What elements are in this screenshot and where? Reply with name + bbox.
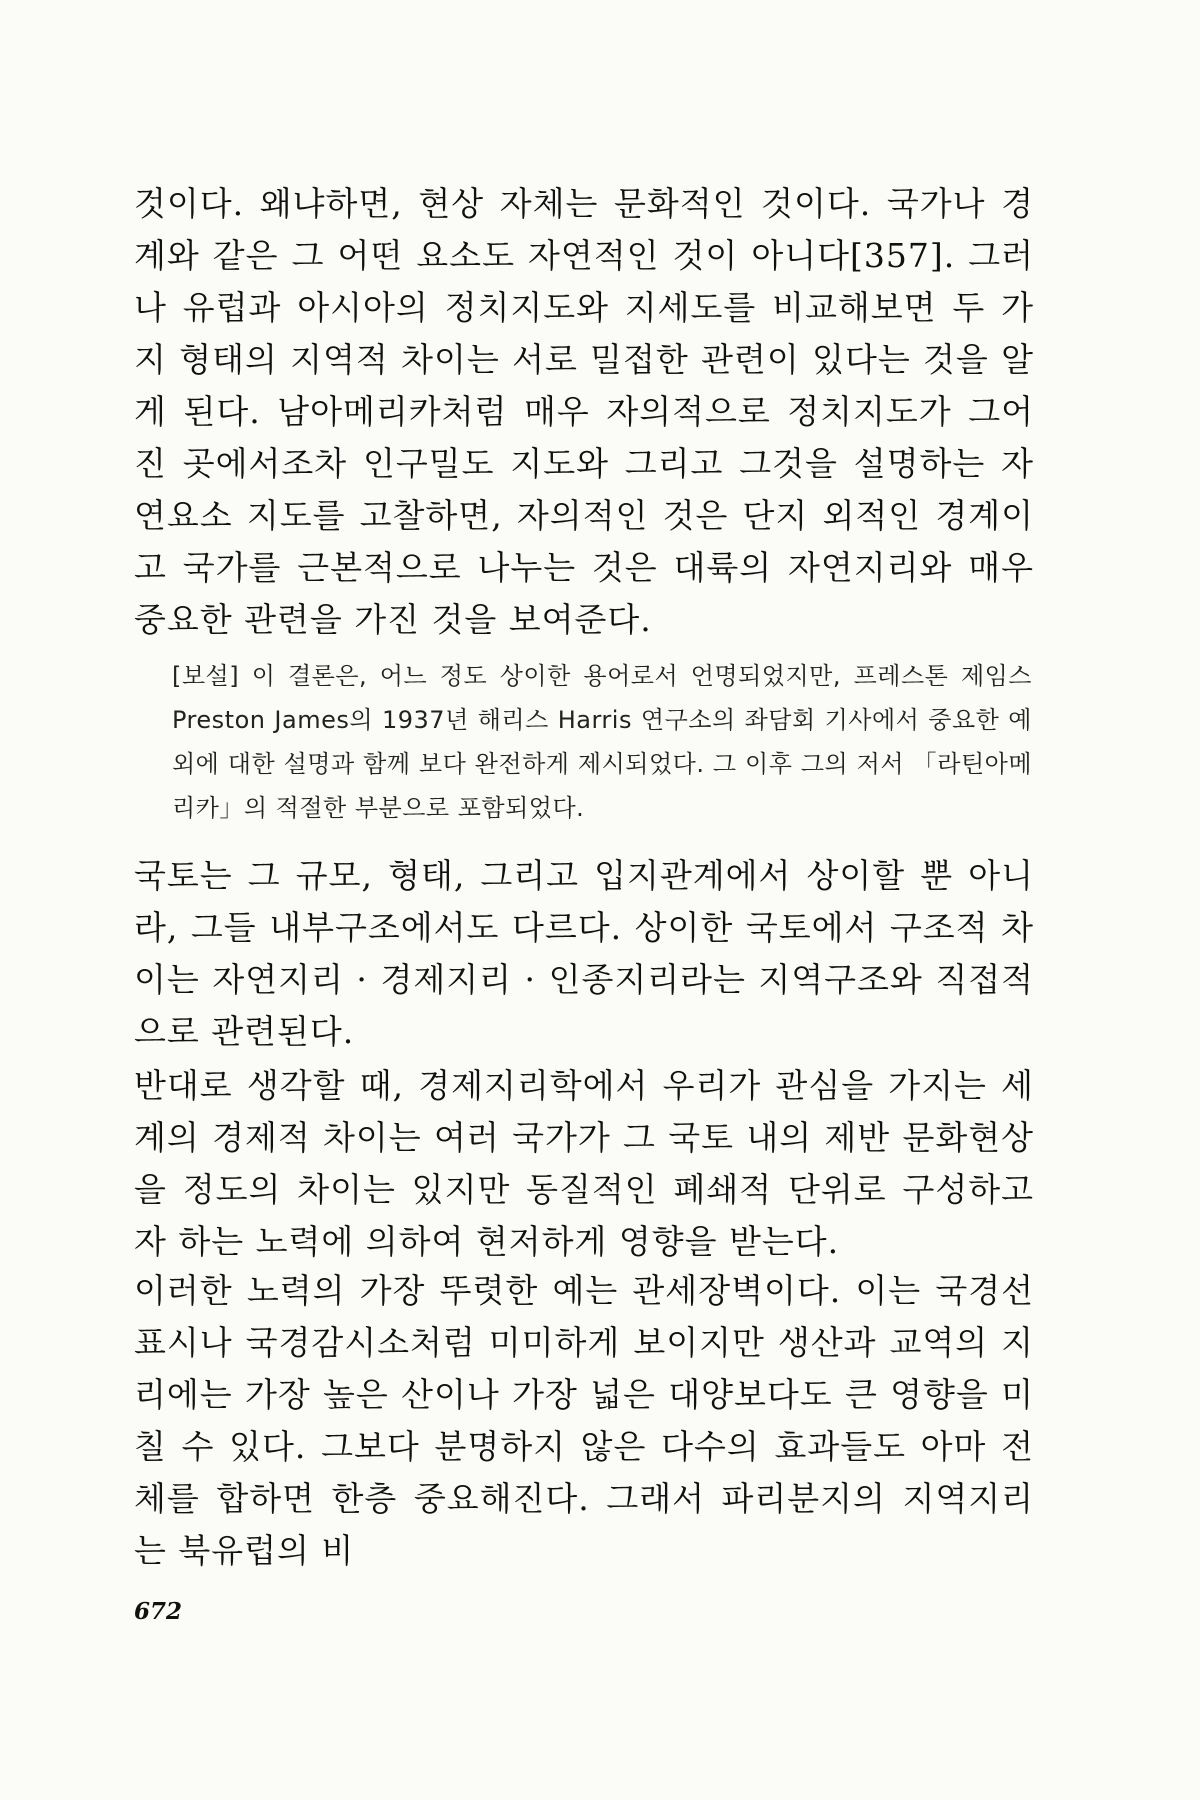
paragraph-text: 국토는 그 규모, 형태, 그리고 입지관계에서 상이할 뿐 아니라, 그들 내부구조에서도 다르다. 상이한 국토에서 구조적 차이는 자연지리 · 경제지리 · 인종지리라는 지역구조와 직접적으로 관련된다. [134,856,1034,1051]
body-paragraph-4 [134,1265,1034,1577]
note-text: [보설] 이 결론은, 어느 정도 상이한 용어로서 언명되었지만, 프레스톤 제임스 Preston James의 1937년 해리스 Harris 연구소의 좌담회 기사에서 중요한 예외에 대한 설명과 함께 보다 완전하게 제시되었다. 그 이후 그의 저서 「라틴아메리카」의 적절한 부분으로 포함되었다. [172,662,1032,822]
body-paragraph-1 [134,178,1034,646]
body-paragraph-2 [134,850,1034,1058]
paragraph-text: 것이다. 왜냐하면, 현상 자체는 문화적인 것이다. 국가나 경계와 같은 그 어떤 요소도 자연적인 것이 아니다[357]. 그러나 유럽과 아시아의 정치지도와 지세도를 비교해보면 두 가지 형태의 지역적 차이는 서로 밀접한 관련이 있다는 것을 알게 된다. 남아메리카처럼 매우 자의적으로 정치지도가 그어진 곳에서조차 인구밀도 지도와 그리고 그것을 설명하는 자연요소 지도를 고찰하면, 자의적인 것은 단지 외적인 경계이고 국가를 근본적으로 나누는 것은 대륙의 자연지리와 매우 중요한 관련을 가진 것을 보여준다. [134,184,1034,639]
supplementary-note [172,630,1032,854]
paragraph-text: 반대로 생각할 때, 경제지리학에서 우리가 관심을 가지는 세계의 경제적 차이는 여러 국가가 그 국토 내의 제반 문화현상을 정도의 차이는 있지만 동질적인 폐쇄적 단위로 구성하고자 하는 노력에 의하여 현저하게 영향을 받는다. [134,1066,1034,1261]
paragraph-text: 이러한 노력의 가장 뚜렷한 예는 관세장벽이다. 이는 국경선 표시나 국경감시소처럼 미미하게 보이지만 생산과 교역의 지리에는 가장 높은 산이나 가장 넓은 대양보다도 큰 영향을 미칠 수 있다. 그보다 분명하지 않은 다수의 효과들도 아마 전체를 합하면 한층 중요해진다. 그래서 파리분지의 지역지리는 북유럽의 비 [134,1271,1034,1570]
page-number: 672 [134,1598,183,1625]
body-paragraph-3 [134,1060,1034,1268]
